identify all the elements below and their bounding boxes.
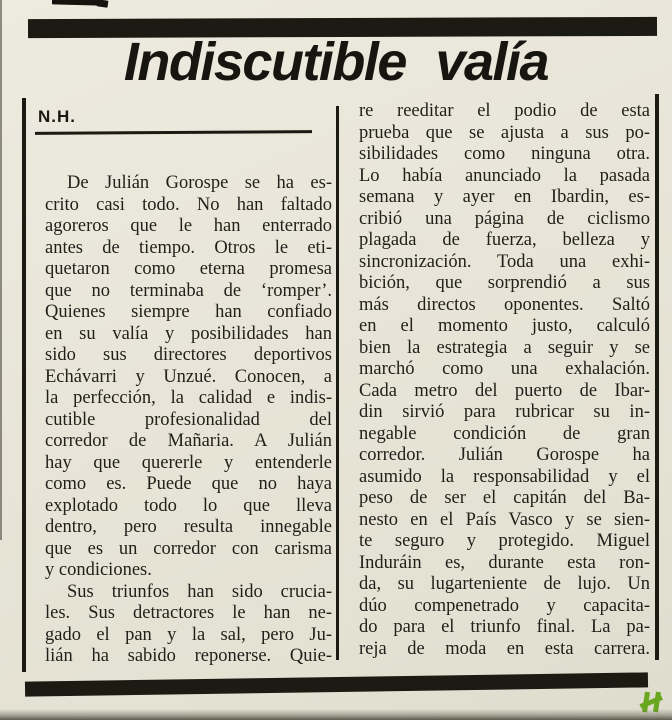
article-line: prueba que se ajusta a sus po- (359, 122, 650, 143)
article-line: Quienes siempre han confiado (45, 302, 332, 322)
article-line: que no terminaba de ‘romper’. (45, 280, 332, 301)
article-line: crito casi todo. No han faltado (45, 194, 332, 215)
article-line: dentro, pero resulta innegable (45, 517, 332, 537)
article-line: les. Sus detractores le han ne- (45, 603, 332, 623)
article-line: como es. Puede que no haya (45, 474, 332, 494)
article-line: quetaron como eterna promesa (45, 259, 332, 279)
article-line: Echávarri y Unzué. Conocen, a (45, 366, 332, 387)
article-line: re reeditar el podio de esta (359, 101, 650, 121)
article-line: sincronización. Toda una exhi- (359, 251, 650, 272)
article-line: lián ha sabido reponerse. Quie- (45, 646, 332, 666)
left-border-rule (22, 98, 26, 672)
article-line: Lo había anunciado la pasada (359, 165, 650, 186)
article-line: que es un corredor con carisma (45, 538, 332, 559)
article-line: cribió una página de ciclismo (359, 208, 650, 229)
article-line: y condiciones. (45, 560, 152, 580)
scan-edge (0, 709, 672, 720)
scan-scrap-mark (97, 0, 109, 8)
byline-rule (35, 130, 312, 135)
article-line: bición, que sorprendió a sus (359, 273, 650, 293)
article-line: De Julián Gorospe se ha es- (67, 173, 332, 193)
article-line: reja de moda en esta carrera. (359, 638, 650, 659)
page-title: Indiscutible valía (123, 32, 549, 92)
article-line: bien la estrategia a seguir y se (359, 337, 650, 358)
scan-scrap-mark (52, 0, 102, 6)
article-line: hay que quererle y entenderle (45, 452, 332, 473)
article-line: corredor de Mañaria. A Julián (45, 431, 332, 451)
article-line: en el momento justo, calculó (359, 316, 650, 336)
column-divider-rule (336, 106, 339, 660)
bottom-rule-bar (25, 672, 648, 696)
right-border-rule (655, 94, 659, 660)
article-line: agoreros que le han enterrado (45, 216, 332, 236)
article-line: marchó como una exhalación. (359, 359, 650, 379)
article-line: más directos oponentes. Saltó (359, 294, 650, 315)
article-line: sido sus directores deportivos (45, 345, 332, 365)
article-line: semana y ayer en Ibardin, es- (359, 187, 650, 207)
article-column-left (45, 173, 332, 668)
article-line: la perfección, la calidad e indis- (45, 388, 332, 408)
article-line: negable condición de gran (359, 423, 650, 444)
article-line: gado el pan y la sal, pero Ju- (45, 624, 332, 645)
article-line: din sirvió para rubricar su in- (359, 402, 650, 422)
article-line: corredor. Julián Gorospe ha (359, 445, 650, 465)
article-line: plagada de fuerza, belleza y (359, 230, 650, 250)
article-line: sibilidades como ninguna otra. (359, 144, 650, 164)
article-line: da, su lugarteniente de lujo. Un (359, 574, 650, 594)
article-line: dúo compenetrado y capacita- (359, 595, 650, 616)
article-line: do para el triunfo final. La pa- (359, 617, 650, 637)
byline: N.H. (38, 107, 76, 126)
article-line: explotado todo lo que lleva (45, 495, 332, 516)
article-line: antes de tiempo. Otros le eti- (45, 237, 332, 258)
article-line: peso de ser el capitán del Ba- (359, 488, 650, 508)
article-line: te seguro y protegido. Miguel (359, 531, 650, 551)
article-column-right (359, 101, 650, 660)
article-line: en su valía y posibilidades han (45, 323, 332, 344)
article-line: Cada metro del puerto de Ibar- (359, 380, 650, 401)
article-line: Induráin es, durante esta ron- (359, 552, 650, 573)
article-line: cutible profesionalidad del (45, 409, 332, 430)
article-line: asumido la responsabilidad y el (359, 466, 650, 487)
article-line: Sus triunfos han sido crucia- (67, 581, 332, 602)
article-line: nesto en el País Vasco y se sien- (359, 509, 650, 530)
